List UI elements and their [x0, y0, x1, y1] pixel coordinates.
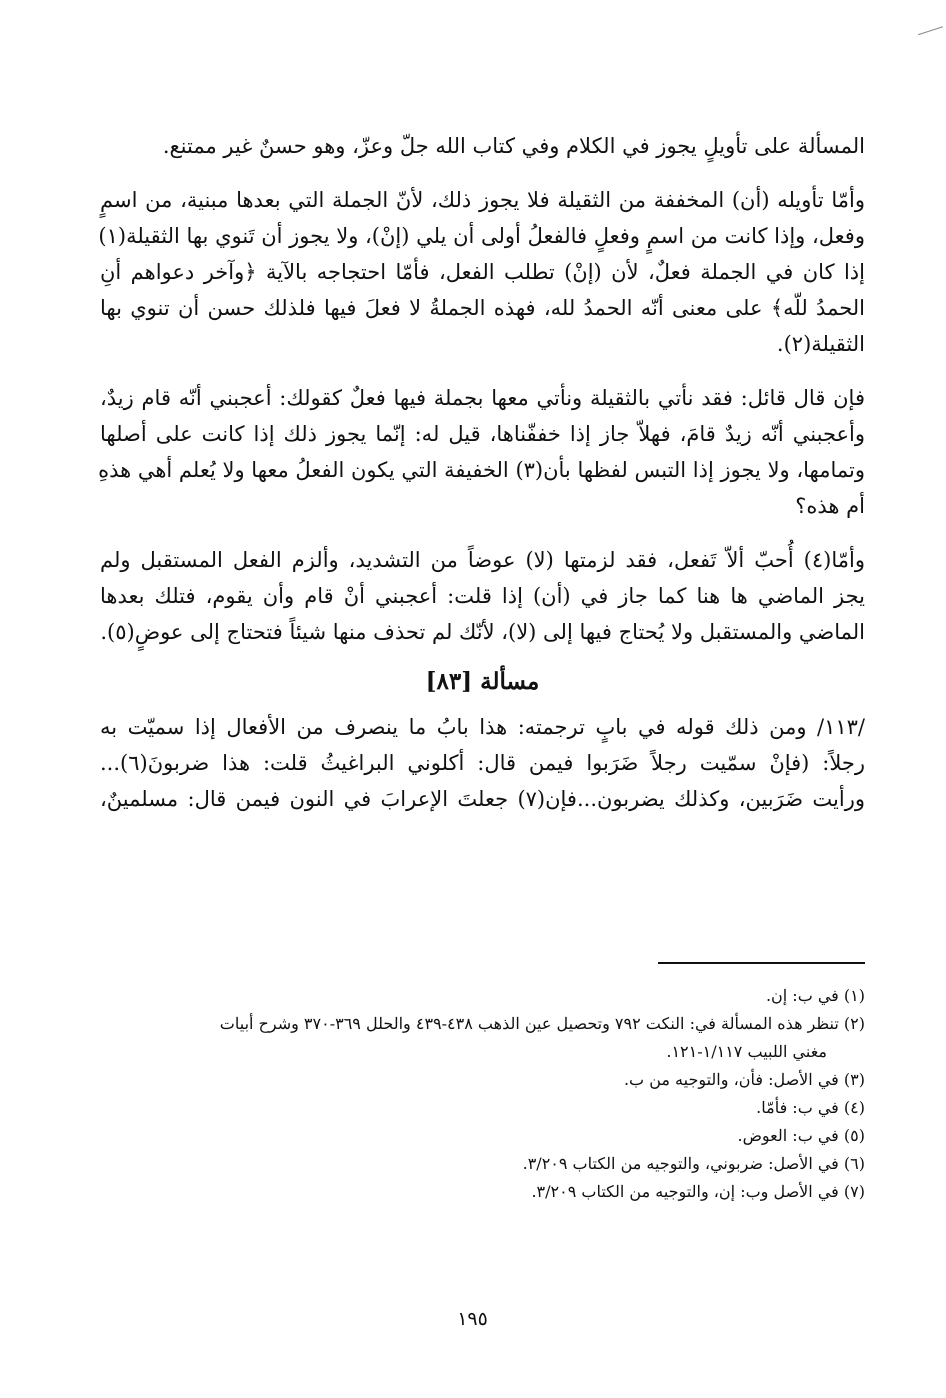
paragraph-5 [100, 709, 865, 817]
text-line: إذا كان في الجملة فعلٌ، لأن (إنْ) تطلب الفعل، فأمّا احتجاجه بالآية ﴿وآخر دعواهم أنِ [100, 260, 865, 284]
text-line: رجلاً: (فإنْ سمّيت رجلاً ضَرَبوا فيمن قال: أكلوني البراغيثُ قلت: هذا ضربونَ(٦)... [100, 751, 865, 775]
footnote: (٢) تنظر هذه المسألة في: النكت ٧٩٢ وتحصيل عين الذهب ٤٣٨-٤٣٩ والحلل ٣٦٩-٣٧٠ وشرح أبيات [219, 1014, 865, 1033]
text-line: وأعجبني أنّه زيدٌ قامَ، فهلاّ جاز إذا خففّناها، قيل له: إنّما يجوز ذلك إذا كانت على أصلها [100, 422, 865, 446]
footnote: (٥) في ب: العوض. [737, 1126, 865, 1145]
page-number: ١٩٥ [457, 1308, 488, 1330]
text-line: يجز الماضي ها هنا كما جاز في (أن) إذا قلت: أعجبني أنْ قام وأن يقوم، فتلك بعدها [100, 584, 865, 608]
footnote: (٧) في الأصل وب: إن، والتوجيه من الكتاب ٣/٢٠٩. [531, 1182, 865, 1201]
scan-mark [918, 26, 946, 44]
text-line: المسألة على تأويلٍ يجوز في الكلام وفي كتاب الله جلّ وعزّ، وهو حسنٌ غير ممتنع. [162, 134, 865, 158]
text-line: الحمدُ للّه﴾ على معنى أنّه الحمدُ لله، فهذه الجملةُ لا فعلَ فيها فلذلك حسن أن تنوي بها [100, 296, 865, 320]
text-line: وتمامها، ولا يجوز إذا التبس لفظها بأن(٣) الخفيفة التي يكون الفعلُ معها ولا يُعلم أهي هذهِ [98, 458, 865, 482]
footnotes [100, 982, 865, 1206]
paragraph-2 [100, 182, 865, 362]
paragraph-3 [100, 380, 865, 524]
section-heading: مسألة [٨٣] [425, 668, 540, 695]
text-line: أم هذه؟ [795, 494, 865, 518]
footnote-continuation: مغني اللبيب ١/١١٧-١٢١. [666, 1042, 827, 1061]
text-line: وأمّا(٤) أُحبّ ألاّ تَفعل، فقد لزمتها (لا) عوضاً من التشديد، وألزم الفعل المستقبل ولم [100, 548, 865, 572]
text-line: الماضي والمستقبل ولا يُحتاج فيها إلى (لا)، لأنّك لم تحذف منها شيئاً فتحتاج إلى عوضٍ(٥). [100, 620, 865, 644]
text-line: وفعل، وإذا كانت من اسمٍ وفعلٍ فالفعلُ أولى أن يلي (إنْ)، ولا يجوز أن تَنوي بها الثقيلة(١) [98, 224, 865, 248]
text-line: الثقيلة(٢). [776, 332, 865, 356]
text-line: فإن قال قائل: فقد نأتي بالثقيلة ونأتي معها بجملة فيها فعلٌ كقولك: أعجبني أنّه قام زيدٌ، [100, 386, 865, 410]
text-line: ورأيت ضَرَبين، وكذلك يضربون...فإن(٧) جعلتَ الإعرابَ في النون فيمن قال: مسلمينٌ، [100, 787, 865, 811]
paragraph-4 [100, 542, 865, 650]
footnote: (٤) في ب: فأمّا. [756, 1098, 865, 1117]
text-line: /١١٣/ ومن ذلك قوله في بابٍ ترجمته: هذا بابُ ما ينصرف من الأفعال إذا سميّت به [100, 715, 865, 739]
footnote: (٣) في الأصل: فأن، والتوجيه من ب. [623, 1070, 865, 1089]
footnote: (٦) في الأصل: ضربوني، والتوجيه من الكتاب ٣/٢٠٩. [522, 1154, 865, 1173]
main-text [100, 128, 865, 835]
footnote-divider [658, 962, 865, 964]
text-line: وأمّا تأويله (أن) المخففة من الثقيلة فلا يجوز ذلك، لأنّ الجملة التي بعدها مبنية، من اسمٍ [100, 188, 865, 212]
paragraph-1 [100, 128, 865, 164]
footnote: (١) في ب: إن. [765, 986, 865, 1005]
